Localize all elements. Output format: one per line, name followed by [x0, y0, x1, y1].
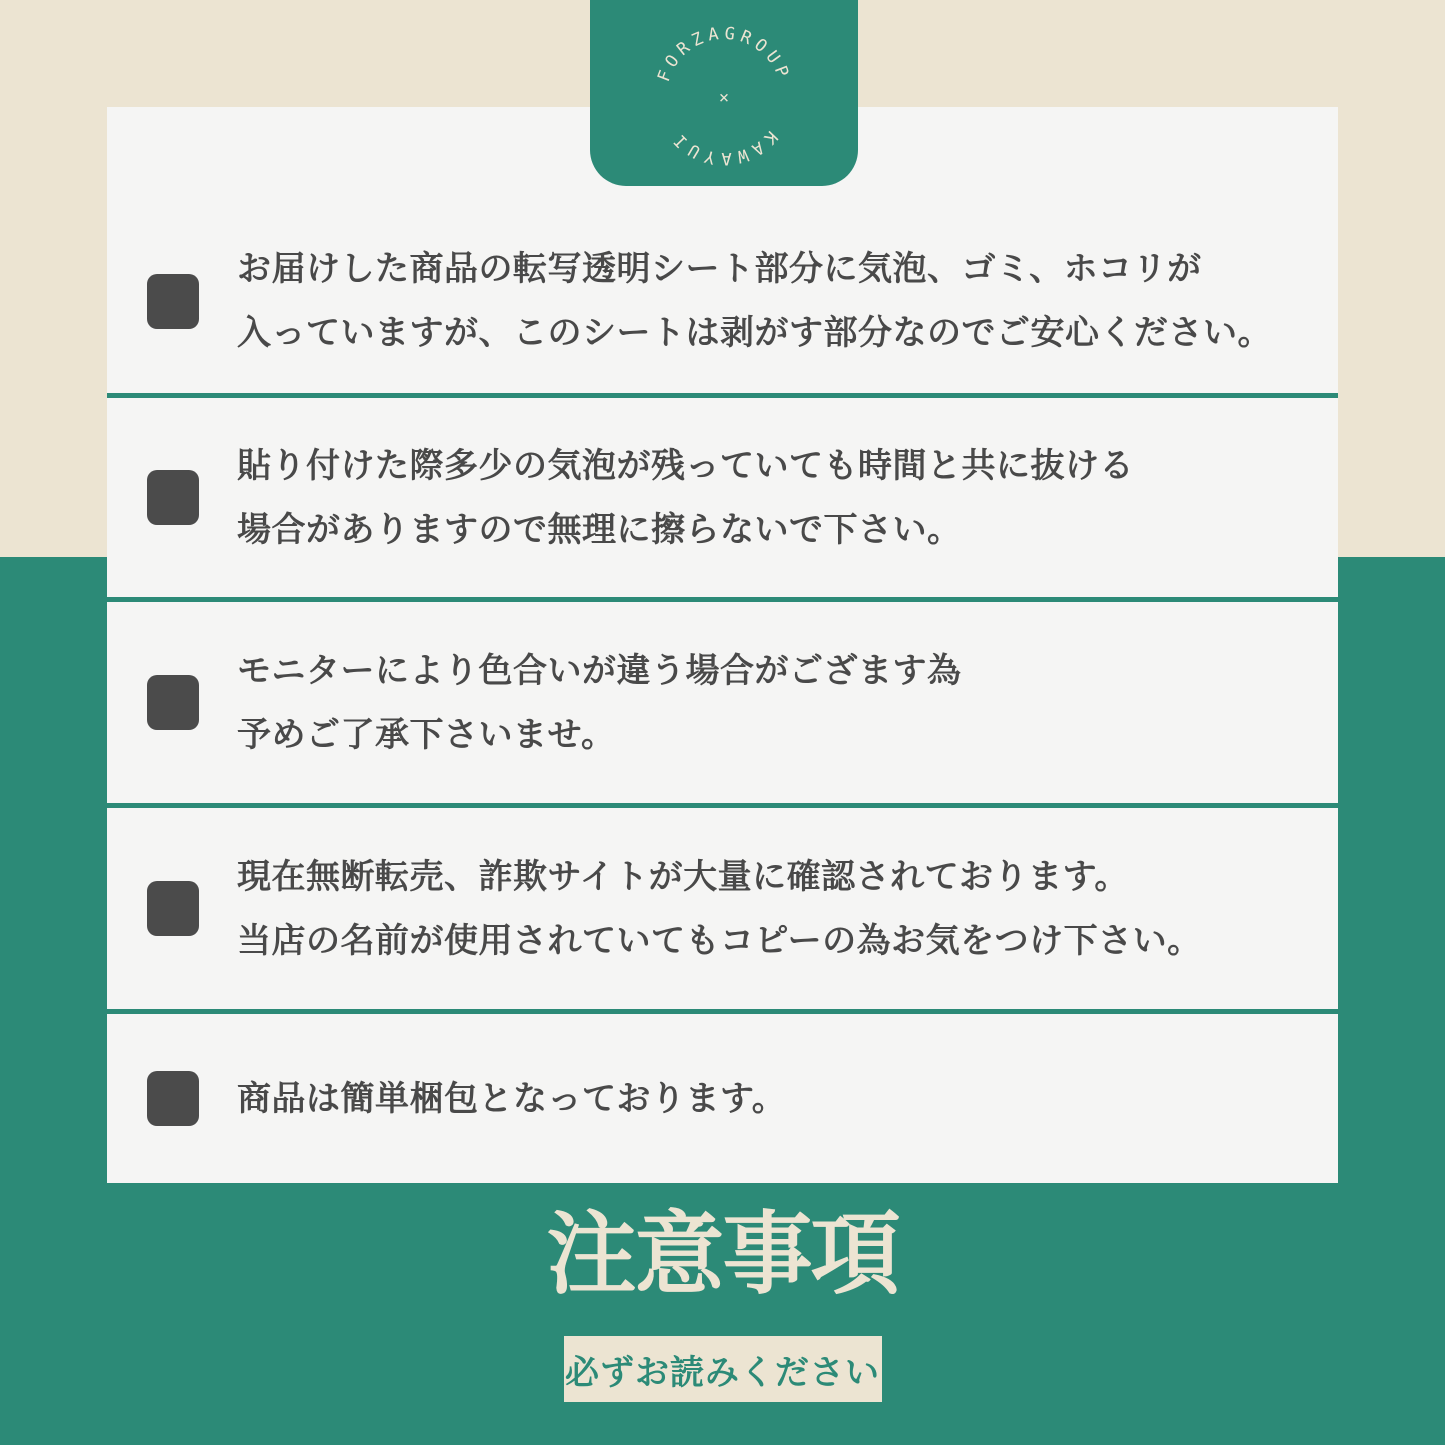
notice-text	[237, 639, 962, 767]
notice-line: 貼り付けた際多少の気泡が残っていても時間と共に抜ける	[237, 445, 1134, 486]
bullet-square-icon	[147, 1071, 199, 1126]
brand-badge	[590, 0, 858, 186]
must-read-label: 必ずお読みください	[564, 1336, 882, 1402]
notice-item	[107, 602, 1338, 803]
notice-line: 場合がありますので無理に擦らないで下さい。	[237, 509, 962, 550]
brand-circular-logo	[590, 0, 858, 186]
notice-line: 入っていますが、このシートは剥がす部分なのでご安心ください。	[237, 313, 1272, 353]
brand-arc-top-text: FORZAGROUP	[654, 23, 794, 85]
notice-text	[237, 1067, 786, 1131]
bullet-square-icon	[147, 675, 199, 730]
notice-line: 当店の名前が使用されていてもコピーの為お気をつけ下さい。	[237, 920, 1202, 961]
notice-line: モニターにより色合いが違う場合がござます為	[237, 650, 962, 691]
brand-x-symbol: ×	[718, 88, 730, 108]
notice-card	[107, 107, 1338, 1183]
page-title: 注意事項	[546, 1202, 899, 1307]
notice-text	[237, 237, 1272, 365]
notice-text	[237, 434, 1134, 562]
brand-arc-bottom-text: KAWAYUI	[666, 126, 782, 168]
notice-line: お届けした商品の転写透明シート部分に気泡、ゴミ、ホコリが	[237, 249, 1202, 289]
notice-item	[107, 808, 1338, 1009]
notice-item	[107, 398, 1338, 597]
bullet-square-icon	[147, 881, 199, 936]
notice-line: 現在無断転売、詐欺サイトが大量に確認されております。	[237, 856, 1129, 897]
notice-line: 商品は簡単梱包となっております。	[237, 1078, 787, 1119]
notice-line: 予めご了承下さいませ。	[237, 714, 616, 755]
notice-item	[107, 1014, 1338, 1183]
notice-text	[237, 845, 1202, 973]
bullet-square-icon	[147, 274, 199, 329]
bullet-square-icon	[147, 470, 199, 525]
